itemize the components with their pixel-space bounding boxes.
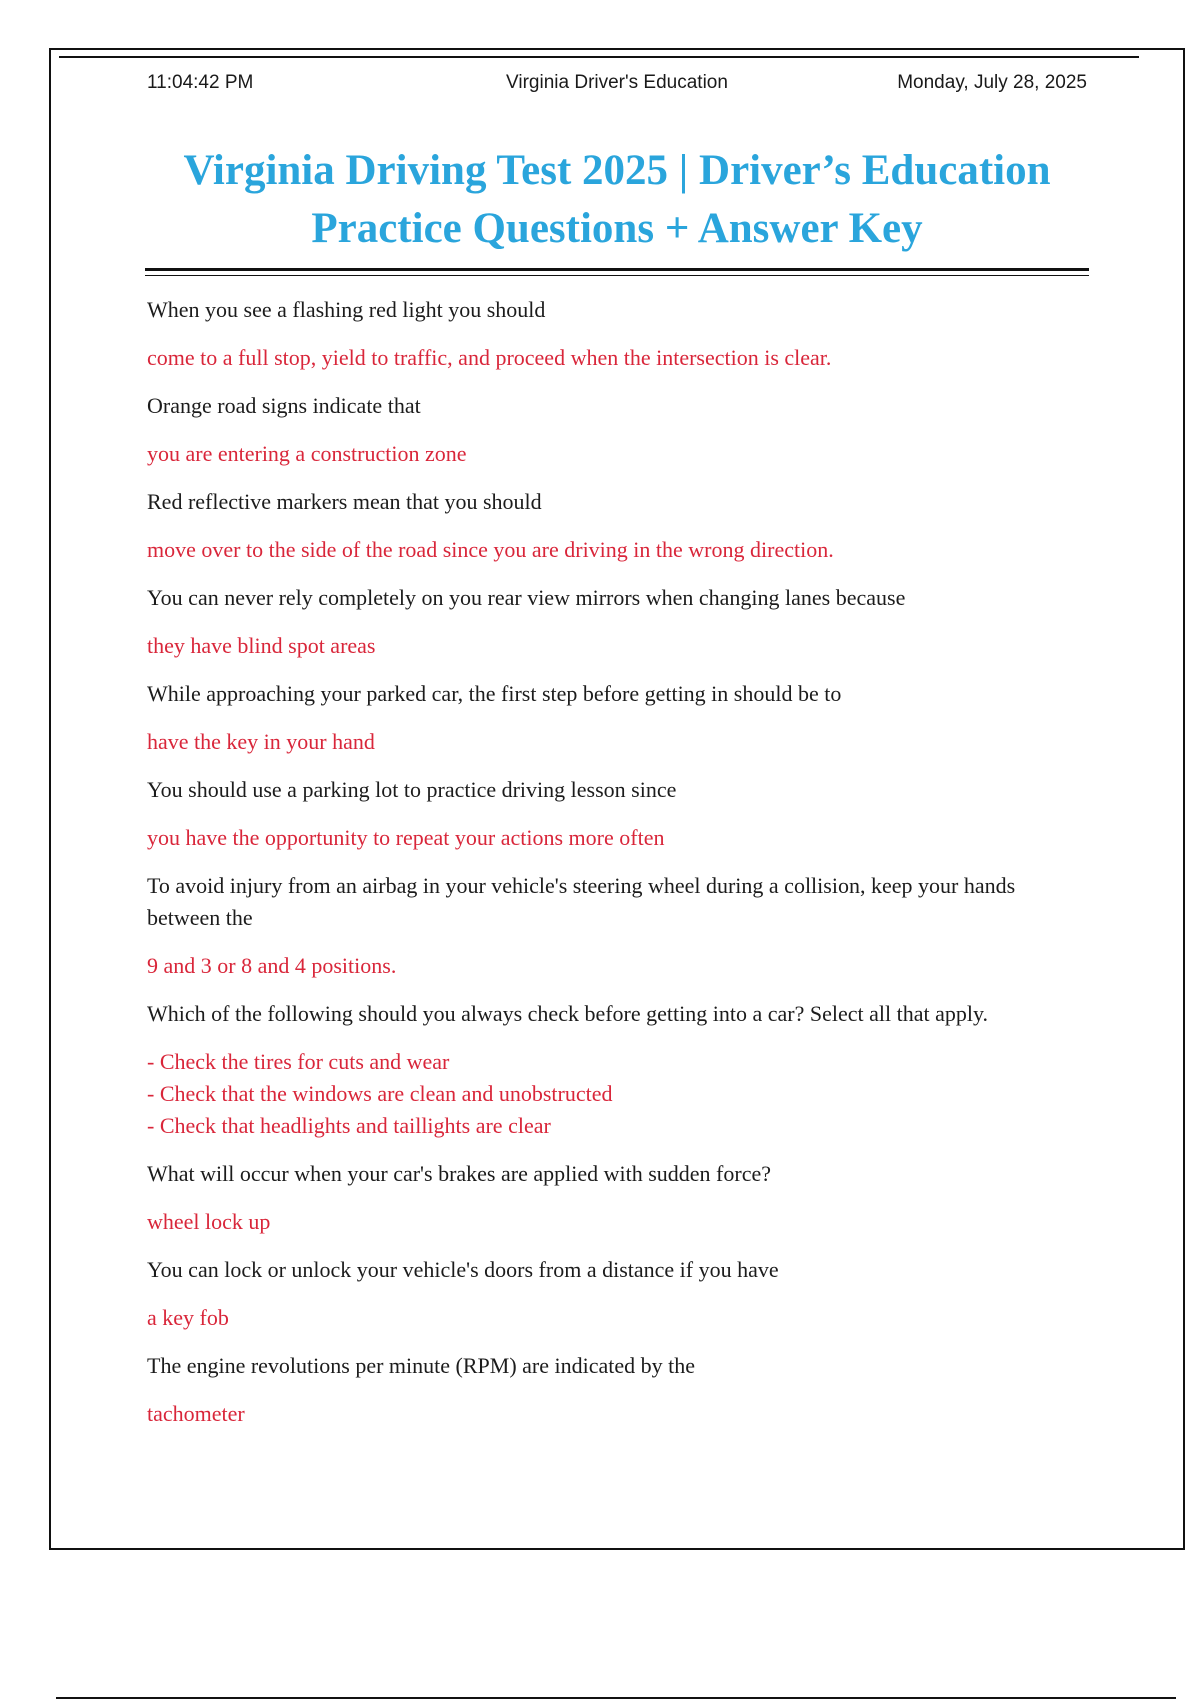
question-text: What will occur when your car's brakes are applied with sudden force? <box>147 1161 771 1186</box>
answer-text: they have blind spot areas <box>147 633 376 658</box>
answer-text: wheel lock up <box>147 1209 271 1234</box>
qa-item <box>147 1158 1083 1238</box>
question-text: You can lock or unlock your vehicle's doors from a distance if you have <box>147 1257 779 1282</box>
answer-text: 9 and 3 or 8 and 4 positions. <box>147 953 397 978</box>
answer-block <box>147 950 1083 982</box>
answer-text: - Check the tires for cuts and wear <box>147 1049 450 1074</box>
page-frame <box>49 48 1185 1550</box>
answer-block <box>147 1046 1083 1142</box>
qa-item <box>147 998 1083 1142</box>
page-header <box>147 72 1087 102</box>
question-text: You should use a parking lot to practice driving lesson since <box>147 777 677 802</box>
header-date: Monday, July 28, 2025 <box>897 72 1087 93</box>
question-text: Red reflective markers mean that you should <box>147 489 542 514</box>
document-title <box>121 142 1113 258</box>
answer-text: - Check that headlights and taillights are clear <box>147 1113 551 1138</box>
question-text: While approaching your parked car, the first step before getting in should be to <box>147 681 842 706</box>
qa-item <box>147 486 1083 566</box>
answer-text: tachometer <box>147 1401 245 1426</box>
answer-text: come to a full stop, yield to traffic, and proceed when the intersection is clear. <box>147 345 832 370</box>
question-text: You can never rely completely on you rear view mirrors when changing lanes because <box>147 585 906 610</box>
header-time: 11:04:42 PM <box>147 72 254 93</box>
answer-text: - Check that the windows are clean and unobstructed <box>147 1081 613 1106</box>
question-text: Which of the following should you always check before getting into a car? Select all that apply. <box>147 1001 989 1026</box>
qa-item <box>147 1254 1083 1334</box>
qa-item <box>147 774 1083 854</box>
answer-text: a key fob <box>147 1305 229 1330</box>
question-text: Orange road signs indicate that <box>147 393 421 418</box>
qa-item <box>147 582 1083 662</box>
answer-block <box>147 1206 1083 1238</box>
answer-block <box>147 438 1083 470</box>
question-text: The engine revolutions per minute (RPM) are indicated by the <box>147 1353 696 1378</box>
answer-text: have the key in your hand <box>147 729 375 754</box>
qa-item <box>147 1350 1083 1430</box>
qa-item <box>147 678 1083 758</box>
question-text: To avoid injury from an airbag in your vehicle's steering wheel during a collision, keep your hands between the <box>147 873 1016 930</box>
question-answer-list <box>147 294 1083 1446</box>
title-divider <box>145 268 1089 276</box>
answer-block <box>147 534 1083 566</box>
qa-item <box>147 870 1083 982</box>
answer-text: you have the opportunity to repeat your actions more often <box>147 825 665 850</box>
answer-block <box>147 342 1083 374</box>
title-line-1: Virginia Driving Test 2025 | Driver’s Education <box>183 147 1051 194</box>
answer-block <box>147 630 1083 662</box>
title-line-2: Practice Questions + Answer Key <box>311 205 923 252</box>
header-site-name: Virginia Driver's Education <box>506 72 728 93</box>
answer-text: move over to the side of the road since you are driving in the wrong direction. <box>147 537 834 562</box>
top-rule <box>59 56 1139 58</box>
answer-block <box>147 822 1083 854</box>
question-text: When you see a flashing red light you should <box>147 297 546 322</box>
qa-item <box>147 294 1083 374</box>
answer-block <box>147 1398 1083 1430</box>
answer-block <box>147 1302 1083 1334</box>
answer-block <box>147 726 1083 758</box>
qa-item <box>147 390 1083 470</box>
answer-text: you are entering a construction zone <box>147 441 467 466</box>
bottom-rule <box>56 1697 1176 1699</box>
